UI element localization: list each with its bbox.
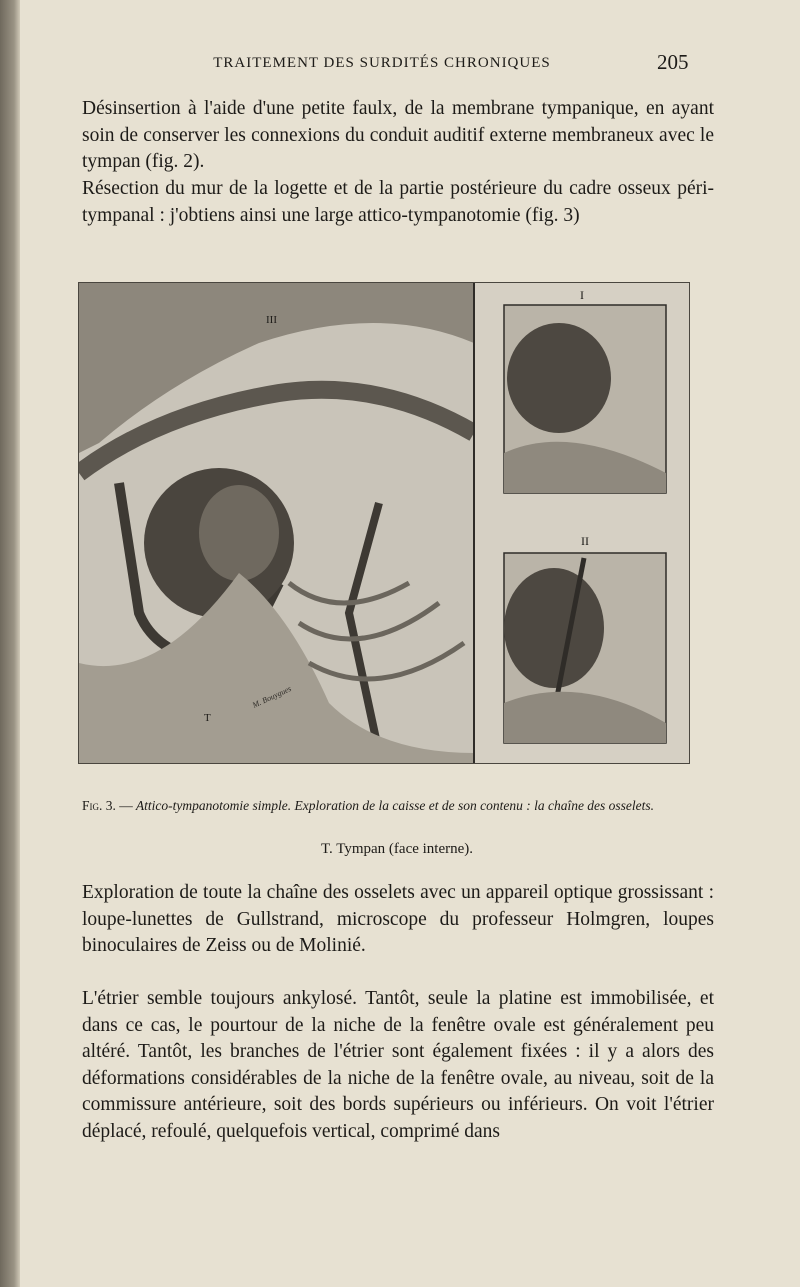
- paragraph-4: L'étrier semble toujours ankylosé. Tantôt, seule la platine est immobilisée, et dans ce cas, le pourtour de la niche de la fenêtre ovale est généralement peu altéré. Tantôt, les branches de l'étrier sont également fixées : il y a alors des déformations considérables de la niche de la fenêtre ovale, au niveau, soit de la commissure antérieure, soit des bords supérieurs ou inférieurs. On voit l'étrier déplacé, refoulé, quelquefois vertical, comprimé dans: [82, 988, 714, 1142]
- page-number: 205: [657, 50, 689, 74]
- label-panel-ii: II: [581, 534, 589, 548]
- label-tympan: T: [204, 712, 211, 724]
- illustrator-signature: M. Bouygues: [251, 684, 293, 710]
- caption-text: Attico-tympanotomie simple. Exploration de la caisse et de son contenu : la chaîne des osselets.: [135, 798, 655, 813]
- figure-illustration: [79, 283, 689, 763]
- scan-edge: [0, 0, 20, 1287]
- ossicle-panel-i: [507, 323, 611, 433]
- paragraph-1: Désinsertion à l'aide d'une petite faulx, de la membrane tympanique, en ayant soin de conserver les connexions du conduit auditif externe membraneux avec le tympan (fig. 2).: [82, 98, 714, 172]
- book-page: [20, 0, 800, 1287]
- figure-caption: [82, 796, 712, 815]
- ossicle-panel-ii: [504, 568, 604, 688]
- anatomical-figure: [78, 282, 690, 764]
- running-title: TRAITEMENT DES SURDITÉS CHRONIQUES: [213, 55, 551, 71]
- panel-separator: [473, 283, 475, 763]
- label-panel-i: I: [580, 288, 584, 302]
- label-panel-iii: III: [266, 314, 277, 326]
- caption-label: Fig. 3. —: [82, 798, 133, 813]
- figure-legend: T. Tympan (face interne).: [320, 841, 474, 857]
- paragraph-3: Exploration de toute la chaîne des osselets avec un appareil optique grossissant : loupe-lunettes de Gullstrand, microscope du professeur Holmgren, loupes binoculaires de Zeiss ou de Molinié.: [82, 882, 714, 956]
- paragraph-2: Résection du mur de la logette et de la partie postérieure du cadre osseux péri-tympanal : j'obtiens ainsi une large attico-tympanotomie (fig. 3): [82, 178, 714, 226]
- ossicle-highlight-main: [199, 485, 279, 581]
